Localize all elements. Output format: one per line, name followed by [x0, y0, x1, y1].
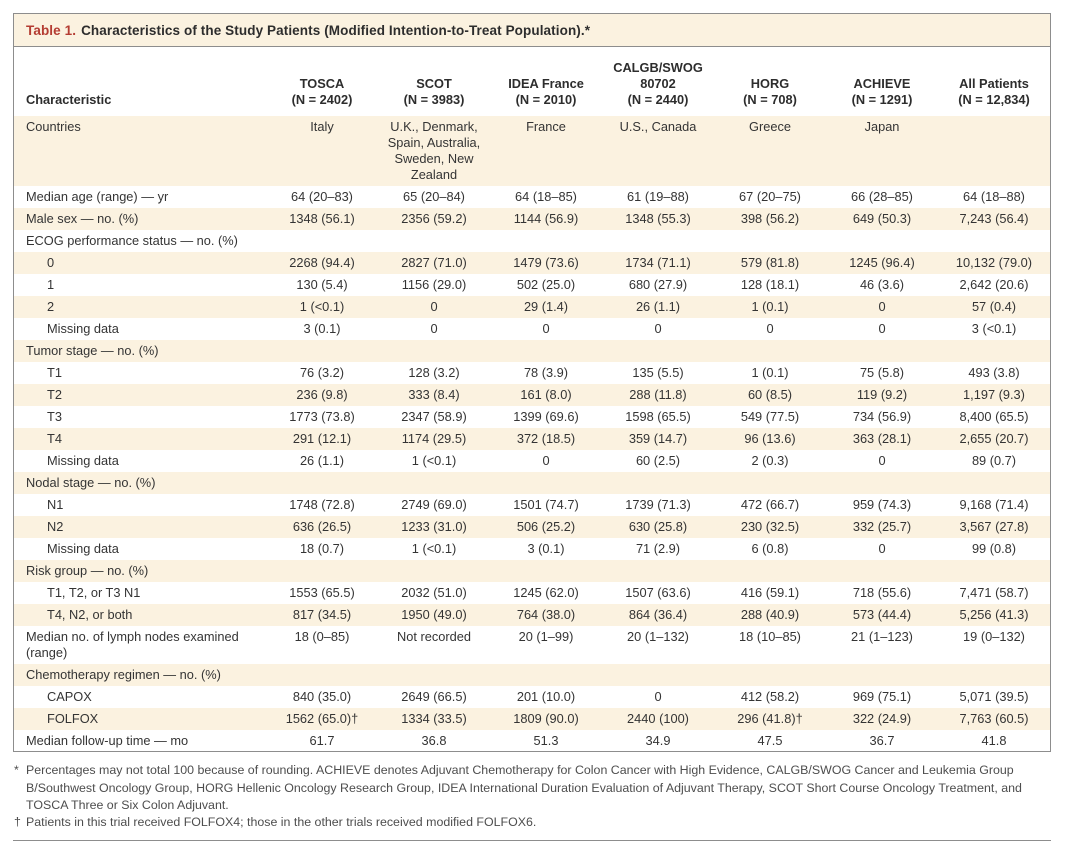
cell-value: 67 (20–75) — [739, 188, 801, 204]
cell-value: 7,243 (56.4) — [959, 210, 1029, 226]
cell-value: 5,071 (39.5) — [959, 688, 1029, 704]
cell-value — [938, 230, 1050, 252]
cell-value: 10,132 (79.0) — [955, 254, 1033, 270]
cell-value: 36.7 — [869, 732, 895, 748]
cell-value: 0 — [878, 540, 886, 556]
cell-value: 322 (24.9) — [852, 710, 912, 726]
cell-value: 36.8 — [421, 732, 447, 748]
cell-value — [826, 340, 938, 362]
cell-value: 2649 (66.5) — [401, 688, 467, 704]
cell-value: 296 (41.8)† — [737, 710, 803, 726]
cell-value: 46 (3.6) — [859, 276, 905, 292]
row-label: Male sex — no. (%) — [26, 210, 139, 226]
footnote-marker: † — [14, 814, 21, 829]
cell-value: Not recorded — [397, 628, 471, 644]
cell-value — [490, 472, 602, 494]
trial-name: HORG — [750, 75, 790, 91]
cell-value: 65 (20–84) — [403, 188, 465, 204]
cell-value: 0 — [878, 452, 886, 468]
table1-card — [13, 13, 1051, 752]
cell-value: 579 (81.8) — [740, 254, 800, 270]
row-label: Median follow-up time — mo — [26, 732, 189, 748]
column-header-characteristic: Characteristic — [26, 91, 112, 107]
cell-value: 0 — [654, 688, 662, 704]
cell-value: 26 (1.1) — [299, 452, 345, 468]
row-label: Nodal stage — no. (%) — [26, 474, 156, 490]
section-header-row — [14, 560, 1050, 582]
cell-value: 1739 (71.3) — [625, 496, 691, 512]
row-label: 2 — [47, 298, 55, 314]
cell-value: 2347 (58.9) — [401, 408, 467, 424]
trial-name: All Patients — [959, 75, 1029, 91]
table-row — [14, 538, 1050, 560]
cell-value: 89 (0.7) — [971, 452, 1017, 468]
row-label: T3 — [47, 408, 62, 424]
cell-value: 119 (9.2) — [856, 386, 908, 402]
cell-value: 0 — [878, 298, 886, 314]
cell-value: 128 (3.2) — [408, 364, 460, 380]
footnote-text: Patients in this trial received FOLFOX4; those in the other trials received modified FOLFOX6. — [26, 814, 537, 829]
cell-value: 1245 (96.4) — [849, 254, 915, 270]
cell-value: 2827 (71.0) — [401, 254, 467, 270]
table-header — [14, 47, 1050, 116]
cell-value — [938, 664, 1050, 686]
footnote — [13, 762, 1051, 813]
cell-value: 372 (18.5) — [516, 430, 576, 446]
cell-value: 1 (<0.1) — [411, 540, 457, 556]
cell-value — [266, 472, 378, 494]
cell-value: 1809 (90.0) — [513, 710, 579, 726]
cell-value: 1562 (65.0)† — [285, 710, 359, 726]
cell-value: 236 (9.8) — [296, 386, 348, 402]
row-label: Median no. of lymph nodes examined (range) — [26, 628, 239, 660]
cell-value — [602, 664, 714, 686]
row-label: FOLFOX — [47, 710, 99, 726]
cell-value: 359 (14.7) — [628, 430, 688, 446]
cell-value — [714, 472, 826, 494]
table-row — [14, 252, 1050, 274]
cell-value — [826, 560, 938, 582]
cell-value: 1245 (62.0) — [513, 584, 579, 600]
cell-value: 2 (0.3) — [751, 452, 789, 468]
column-header-horg — [714, 47, 826, 116]
cell-value: 130 (5.4) — [296, 276, 348, 292]
trial-sample-size: (N = 12,834) — [958, 91, 1030, 107]
cell-value: 1598 (65.5) — [625, 408, 691, 424]
row-label: 1 — [47, 276, 55, 292]
cell-value: 3 (<0.1) — [971, 320, 1017, 336]
cell-value: 60 (8.5) — [747, 386, 793, 402]
row-label: T4 — [47, 430, 62, 446]
table-row — [14, 406, 1050, 428]
cell-value: 41.8 — [981, 732, 1007, 748]
cell-value: 1553 (65.5) — [289, 584, 355, 600]
table-row — [14, 516, 1050, 538]
cell-value: 636 (26.5) — [292, 518, 352, 534]
row-label: Tumor stage — no. (%) — [26, 342, 159, 358]
cell-value: Italy — [310, 118, 334, 134]
cell-value — [266, 230, 378, 252]
cell-value: 288 (11.8) — [629, 386, 687, 402]
cell-value — [714, 230, 826, 252]
cell-value: 78 (3.9) — [523, 364, 569, 380]
row-label: N1 — [47, 496, 64, 512]
cell-value: 1 (0.1) — [751, 364, 789, 380]
cell-value: 20 (1–132) — [627, 628, 689, 644]
cell-value: 26 (1.1) — [635, 298, 681, 314]
cell-value: 18 (0–85) — [294, 628, 350, 644]
table-row — [14, 186, 1050, 208]
cell-value: 1233 (31.0) — [401, 518, 467, 534]
cell-value: 472 (66.7) — [740, 496, 800, 512]
table-title — [14, 14, 1050, 47]
cell-value: 8,400 (65.5) — [959, 408, 1029, 424]
cell-value — [378, 340, 490, 362]
cell-value — [378, 664, 490, 686]
cell-value: 99 (0.8) — [971, 540, 1017, 556]
column-header-tosca — [266, 47, 378, 116]
cell-value: 0 — [542, 320, 550, 336]
cell-value: 60 (2.5) — [635, 452, 681, 468]
cell-value: 57 (0.4) — [971, 298, 1017, 314]
cell-value — [938, 472, 1050, 494]
cell-value: 21 (1–123) — [851, 628, 913, 644]
cell-value: 18 (0.7) — [299, 540, 345, 556]
table-row — [14, 708, 1050, 730]
trial-name: TOSCA — [299, 75, 345, 91]
row-label: 0 — [47, 254, 55, 270]
cell-value — [378, 230, 490, 252]
section-header-row — [14, 664, 1050, 686]
cell-value: 1156 (29.0) — [401, 276, 467, 292]
cell-value — [826, 230, 938, 252]
cell-value: 0 — [766, 320, 774, 336]
table-number-label: Table 1. — [26, 23, 77, 38]
section-header-row — [14, 472, 1050, 494]
cell-value: 291 (12.1) — [292, 430, 352, 446]
cell-value — [602, 230, 714, 252]
trial-sample-size: (N = 2440) — [627, 91, 689, 107]
cell-value: 230 (32.5) — [740, 518, 800, 534]
cell-value: 412 (58.2) — [740, 688, 800, 704]
cell-value: U.S., Canada — [619, 118, 697, 134]
cell-value — [490, 664, 602, 686]
table-row — [14, 604, 1050, 626]
column-header-all — [938, 47, 1050, 116]
cell-value: 0 — [654, 320, 662, 336]
cell-value — [938, 340, 1050, 362]
table-row — [14, 318, 1050, 340]
cell-value: 19 (0–132) — [963, 628, 1025, 644]
cell-value: 840 (35.0) — [292, 688, 352, 704]
row-label: CAPOX — [47, 688, 92, 704]
cell-value: Japan — [864, 118, 900, 134]
characteristics-table — [14, 47, 1050, 751]
cell-value — [938, 560, 1050, 582]
cell-value: 2440 (100) — [627, 710, 689, 726]
cell-value: 1 (<0.1) — [299, 298, 345, 314]
cell-value: 288 (40.9) — [740, 606, 800, 622]
cell-value — [826, 664, 938, 686]
footnote — [13, 814, 1051, 831]
table-row — [14, 494, 1050, 516]
cell-value: 1501 (74.7) — [513, 496, 579, 512]
cell-value: 29 (1.4) — [523, 298, 569, 314]
cell-value: 64 (18–88) — [963, 188, 1025, 204]
cell-value: 18 (10–85) — [739, 628, 801, 644]
cell-value: 5,256 (41.3) — [959, 606, 1029, 622]
row-label: ECOG performance status — no. (%) — [26, 232, 238, 248]
cell-value: 0 — [878, 320, 886, 336]
cell-value: 64 (20–83) — [291, 188, 353, 204]
cell-value: 47.5 — [757, 732, 783, 748]
cell-value: 3 (0.1) — [303, 320, 341, 336]
cell-value: 7,471 (58.7) — [959, 584, 1029, 600]
row-label: T1 — [47, 364, 62, 380]
cell-value: 20 (1–99) — [518, 628, 574, 644]
cell-value: 734 (56.9) — [852, 408, 912, 424]
trial-name: ACHIEVE — [853, 75, 911, 91]
row-label: Chemotherapy regimen — no. (%) — [26, 666, 221, 682]
cell-value: 135 (5.5) — [632, 364, 684, 380]
cell-value — [266, 664, 378, 686]
cell-value: 959 (74.3) — [852, 496, 912, 512]
cell-value — [378, 560, 490, 582]
trial-name: CALGB/SWOG 80702 — [613, 60, 703, 91]
cell-value: 76 (3.2) — [299, 364, 345, 380]
cell-value — [266, 560, 378, 582]
cell-value — [490, 230, 602, 252]
cell-value: 398 (56.2) — [740, 210, 800, 226]
table-row — [14, 428, 1050, 450]
row-label: Median age (range) — yr — [26, 188, 169, 204]
table-row — [14, 450, 1050, 472]
cell-value — [714, 664, 826, 686]
cell-value — [826, 472, 938, 494]
cell-value: 969 (75.1) — [852, 688, 912, 704]
table-row — [14, 384, 1050, 406]
row-label: T1, T2, or T3 N1 — [47, 584, 141, 600]
cell-value — [714, 340, 826, 362]
cell-value — [490, 340, 602, 362]
cell-value: 549 (77.5) — [740, 408, 800, 424]
column-header-scot — [378, 47, 490, 116]
section-header-row — [14, 230, 1050, 252]
cell-value: 61.7 — [309, 732, 335, 748]
cell-value: 1 (0.1) — [751, 298, 789, 314]
cell-value: 161 (8.0) — [520, 386, 572, 402]
cell-value: 416 (59.1) — [740, 584, 800, 600]
cell-value: France — [526, 118, 566, 134]
cell-value — [602, 560, 714, 582]
cell-value: 1399 (69.6) — [513, 408, 579, 424]
cell-value: 864 (36.4) — [628, 606, 688, 622]
cell-value — [378, 472, 490, 494]
header-row — [14, 47, 1050, 116]
cell-value: 817 (34.5) — [292, 606, 352, 622]
column-header-calgb — [602, 47, 714, 116]
cell-value: 1348 (56.1) — [289, 210, 355, 226]
cell-value: 630 (25.8) — [628, 518, 688, 534]
trial-sample-size: (N = 1291) — [851, 91, 913, 107]
cell-value: 3 (0.1) — [527, 540, 565, 556]
cell-value: 764 (38.0) — [516, 606, 576, 622]
trial-sample-size: (N = 2402) — [291, 91, 353, 107]
cell-value: 332 (25.7) — [852, 518, 912, 534]
cell-value — [938, 116, 1050, 186]
cell-value: 1 (<0.1) — [411, 452, 457, 468]
cell-value: 3,567 (27.8) — [959, 518, 1029, 534]
table-row — [14, 582, 1050, 604]
table-row — [14, 296, 1050, 318]
cell-value: 649 (50.3) — [852, 210, 912, 226]
table-row — [14, 730, 1050, 752]
row-label: Missing data — [47, 452, 119, 468]
row-label: N2 — [47, 518, 64, 534]
row-label: T4, N2, or both — [47, 606, 133, 622]
cell-value: 493 (3.8) — [968, 364, 1020, 380]
cell-value: 201 (10.0) — [516, 688, 576, 704]
table-row — [14, 686, 1050, 708]
cell-value: 2268 (94.4) — [289, 254, 355, 270]
row-label: Risk group — no. (%) — [26, 562, 149, 578]
column-header-idea — [490, 47, 602, 116]
cell-value — [266, 340, 378, 362]
cell-value: 96 (13.6) — [744, 430, 796, 446]
cell-value: 1144 (56.9) — [513, 210, 579, 226]
cell-value: 573 (44.4) — [852, 606, 912, 622]
trial-name: SCOT — [416, 75, 452, 91]
cell-value: 51.3 — [533, 732, 559, 748]
cell-value: 64 (18–85) — [515, 188, 577, 204]
row-label: Countries — [26, 118, 81, 134]
cell-value: 9,168 (71.4) — [959, 496, 1029, 512]
cell-value: 1479 (73.6) — [513, 254, 579, 270]
cell-value — [714, 560, 826, 582]
section-header-row — [14, 340, 1050, 362]
cell-value: 0 — [542, 452, 550, 468]
cell-value: 2749 (69.0) — [401, 496, 467, 512]
cell-value: 75 (5.8) — [859, 364, 905, 380]
cell-value: 61 (19–88) — [627, 188, 689, 204]
trial-sample-size: (N = 2010) — [515, 91, 577, 107]
table-caption: Characteristics of the Study Patients (Modified Intention-to-Treat Population).* — [81, 23, 591, 38]
table-row — [14, 626, 1050, 664]
cell-value: 1748 (72.8) — [289, 496, 355, 512]
table-row — [14, 362, 1050, 384]
cell-value: 7,763 (60.5) — [959, 710, 1029, 726]
table-row — [14, 208, 1050, 230]
cell-value: 333 (8.4) — [408, 386, 460, 402]
cell-value: 0 — [430, 320, 438, 336]
cell-value: 506 (25.2) — [516, 518, 576, 534]
footnotes — [13, 762, 1051, 830]
trial-name: IDEA France — [508, 75, 584, 91]
cell-value — [602, 472, 714, 494]
cell-value: 363 (28.1) — [852, 430, 912, 446]
cell-value: 0 — [430, 298, 438, 314]
cell-value: 2,642 (20.6) — [959, 276, 1029, 292]
cell-value: 1,197 (9.3) — [963, 386, 1025, 402]
cell-value: 2032 (51.0) — [401, 584, 467, 600]
cell-value: 71 (2.9) — [635, 540, 681, 556]
footnote-text: Percentages may not total 100 because of rounding. ACHIEVE denotes Adjuvant Chemotherapy for Colon Cancer with High Evidence, CALGB/SWOG Cancer and Leukemia Group B/Southwest Oncology Group, HORG Hellenic Oncology Research Group, IDEA International Duration Evaluation of Adjuvant Therapy, SCOT Short Course Oncology Treatment, and TOSCA Three or Six Colon Adjuvant. — [26, 763, 1022, 812]
cell-value: 718 (55.6) — [852, 584, 912, 600]
cell-value — [490, 560, 602, 582]
table-row — [14, 274, 1050, 296]
cell-value: 128 (18.1) — [740, 276, 800, 292]
cell-value — [602, 340, 714, 362]
row-label: Missing data — [47, 540, 119, 556]
table-body — [14, 116, 1050, 752]
column-header-achieve — [826, 47, 938, 116]
cell-value: 1734 (71.1) — [625, 254, 691, 270]
cell-value: 1174 (29.5) — [401, 430, 467, 446]
cell-value: 34.9 — [645, 732, 671, 748]
cell-value: 66 (28–85) — [851, 188, 913, 204]
cell-value: U.K., Denmark, Spain, Australia, Sweden, New Zealand — [387, 118, 481, 182]
footnote-marker: * — [14, 763, 19, 778]
cell-value: 6 (0.8) — [751, 540, 789, 556]
cell-value: 1334 (33.5) — [401, 710, 467, 726]
cell-value: Greece — [749, 118, 791, 134]
cell-value: 1507 (63.6) — [625, 584, 691, 600]
cell-value: 680 (27.9) — [628, 276, 688, 292]
cell-value: 1773 (73.8) — [289, 408, 355, 424]
row-label: T2 — [47, 386, 62, 402]
row-label: Missing data — [47, 320, 119, 336]
cell-value: 2,655 (20.7) — [959, 430, 1029, 446]
trial-sample-size: (N = 3983) — [403, 91, 465, 107]
trial-sample-size: (N = 708) — [743, 91, 797, 107]
cell-value: 2356 (59.2) — [401, 210, 467, 226]
cell-value: 1950 (49.0) — [401, 606, 467, 622]
table-row — [14, 116, 1050, 186]
cell-value: 502 (25.0) — [516, 276, 576, 292]
cell-value: 1348 (55.3) — [625, 210, 691, 226]
